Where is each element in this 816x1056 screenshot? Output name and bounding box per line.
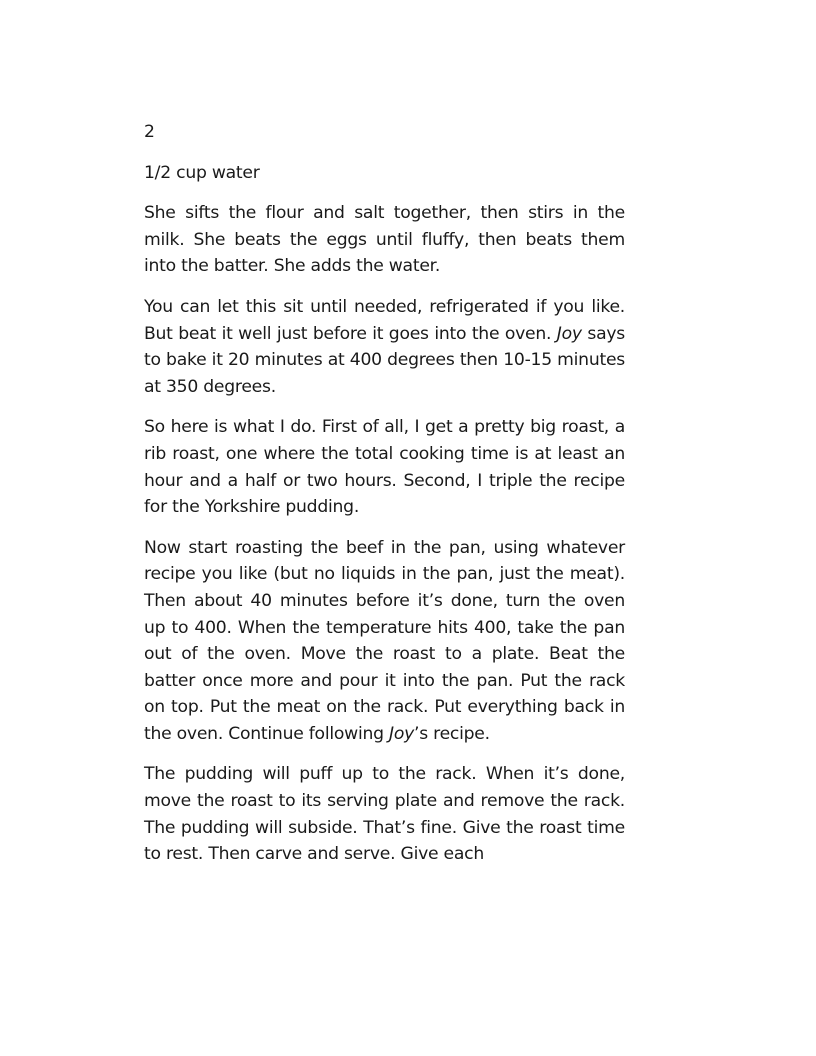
book-title-joy-2: Joy xyxy=(389,723,415,744)
ingredient-line: 1/2 cup water xyxy=(144,162,260,183)
paragraph-roasting xyxy=(144,535,625,748)
paragraph-what-i-do: So here is what I do. First of all, I get a pretty big roast, a rib roast, one where the total cooking time is at least an hour and a half or two hours. Second, I triple the recipe for the Yorkshire pudding. xyxy=(144,417,625,518)
page-number: 2 xyxy=(144,122,155,142)
book-title-joy: Joy xyxy=(556,323,582,344)
paragraph-roasting-text-start: Now start roasting the beef in the pan, using whatever recipe you like (but no liquids in the pan, just the meat). Then about 40 minutes before it’s done, turn the oven up to 400. When the temperature hits 400, take the pan out of the oven. Move the roast to a plate. Beat the batter once more and pour it into the pan. Put the rack on top. Put the meat on the rack. Put everything back in the oven. Continue following xyxy=(144,537,625,744)
paragraph-roasting-text-end: ’s recipe. xyxy=(414,723,490,744)
paragraph-baking-text-start: You can let this sit until needed, refrigerated if you like. But beat it well just before it goes into the oven. xyxy=(144,296,625,344)
document-page xyxy=(144,119,625,882)
paragraph-baking-text-end: says to bake it 20 minutes at 400 degrees then 10-15 minutes at 350 degrees. xyxy=(144,323,626,397)
paragraph-pudding: The pudding will puff up to the rack. When it’s done, move the roast to its serving plate and remove the rack. The pudding will subside. That’s fine. Give the roast time to rest. Then carve and serve. Give each xyxy=(144,764,625,865)
paragraph-baking xyxy=(144,294,625,400)
paragraph-mixing: She sifts the flour and salt together, then stirs in the milk. She beats the eggs until fluffy, then beats them into the batter. She adds the water. xyxy=(144,203,625,277)
